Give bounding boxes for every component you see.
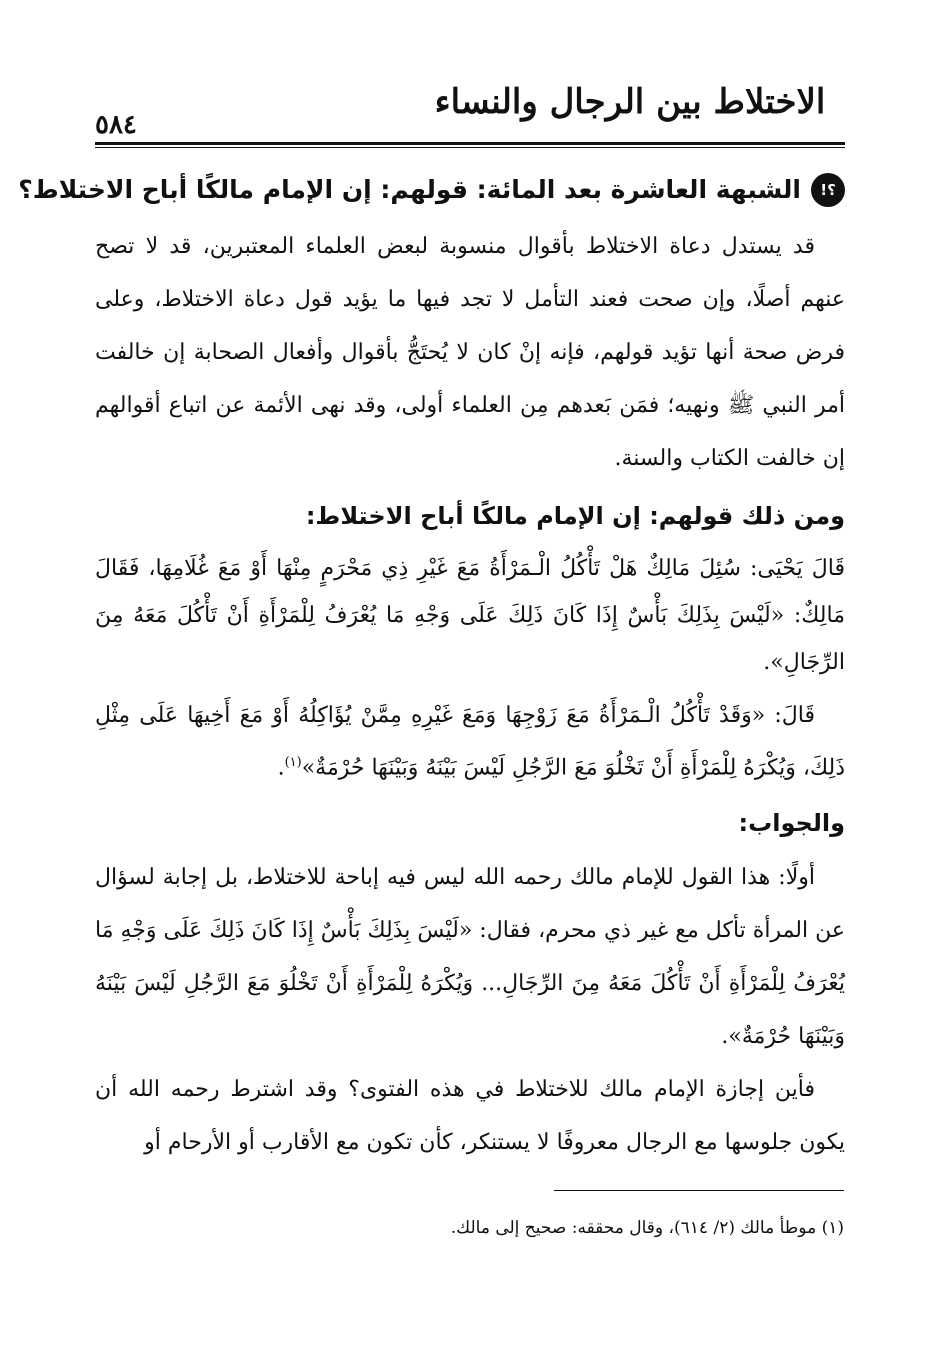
header-rule-thick	[95, 142, 845, 145]
footnote-separator	[554, 1190, 844, 1191]
subheading: ومن ذلك قولهم: إن الإمام مالكًا أباح الاختلاط:	[305, 502, 845, 530]
page-header	[95, 80, 845, 150]
quote-1: قَالَ يَحْيَى: سُئِلَ مَالِكٌ هَلْ تَأْكُلُ الْـمَرْأَةُ مَعَ غَيْرِ ذِي مَحْرَمٍ مِنْهَا أَوْ مَعَ غُلَامِهَا، فَقَالَ مَالِكٌ: «لَيْسَ بِذَلِكَ بَأْسٌ إِذَا كَانَ ذَلِكَ عَلَى وَجْهِ مَا يُعْرَفُ لِلْمَرْأَةِ أَنْ تَأْكُلَ مَعَهُ مِنَ الرِّجَالِ».	[95, 556, 845, 675]
running-title: الاختلاط بين الرجال والنساء	[434, 82, 826, 122]
intro-paragraph: قد يستدل دعاة الاختلاط بأقوال منسوبة لبعض العلماء المعتبرين، قد لا تصح عنهم أصلًا، وإن صحت فعند التأمل لا تجد فيها ما يؤيد قول دعاة الاختلاط، وعلى فرض صحة أنها تؤيد قولهم، فإنه إنْ كان لا يُحتَجُّ بأقوال وأفعال الصحابة إن خالفت أمر النبي ﷺ ونهيه؛ فمَن بَعدهم مِن العلماء أولى، وقد نهى الأئمة عن اتباع أقوالهم إن خالفت الكتاب والسنة.	[95, 234, 845, 471]
footnote: (١) موطأ مالك (٢/ ٦١٤)، وقال محققه: صحيح إلى مالك.	[450, 1218, 844, 1238]
header-rule-thin	[95, 147, 845, 148]
page-number: ٥٨٤	[95, 110, 137, 140]
quote-2-text: قَالَ: «وَقَدْ تَأْكُلُ الْـمَرْأَةُ مَعَ زَوْجِهَا وَمَعَ غَيْرِهِ مِمَّنْ يُؤَاكِلُهُ أَوْ مَعَ أَخِيهَا عَلَى مِثْلِ ذَلِكَ، وَيُكْرَهُ لِلْمَرْأَةِ أَنْ تَخْلُوَ مَعَ الرَّجُلِ لَيْسَ بَيْنَهُ وَبَيْنَهَا حُرْمَةٌ»	[95, 703, 845, 781]
footnote-reference: (١)	[284, 755, 302, 770]
section-heading	[18, 168, 845, 212]
answer-title: والجواب:	[738, 809, 845, 838]
answer-paragraph-2: فأين إجازة الإمام مالك للاختلاط في هذه الفتوى؟ وقد اشترط رحمه الله أن يكون جلوسها مع الرجال معروفًا لا يستنكر، كأن تكون مع الأقارب أو الأرحام أو	[95, 1077, 845, 1156]
section-heading-text: الشبهة العاشرة بعد المائة: قولهم: إن الإمام مالكًا أباح الاختلاط؟	[18, 175, 801, 204]
quote-2: قَالَ: «وَقَدْ تَأْكُلُ الْـمَرْأَةُ مَعَ زَوْجِهَا وَمَعَ غَيْرِهِ مِمَّنْ يُؤَاكِلُهُ أَوْ مَعَ أَخِيهَا عَلَى مِثْلِ ذَلِكَ، وَيُكْرَهُ لِلْمَرْأَةِ أَنْ تَخْلُوَ مَعَ الرَّجُلِ لَيْسَ بَيْنَهُ وَبَيْنَهَا حُرْمَةٌ»$^{(١)}$.	[95, 703, 845, 781]
answer-paragraph-1: أولًا: هذا القول للإمام مالك رحمه الله ليس فيه إباحة للاختلاط، بل إجابة لسؤال عن المرأة تأكل مع غير ذي محرم، فقال: «لَيْسَ بِذَلِكَ بَأْسٌ إِذَا كَانَ ذَلِكَ عَلَى وَجْهِ مَا يُعْرَفُ لِلْمَرْأَةِ أَنْ تَأْكُلَ مَعَهُ مِنَ الرِّجَالِ... وَيُكْرَهُ لِلْمَرْأَةِ أَنْ تَخْلُوَ مَعَ الرَّجُلِ لَيْسَ بَيْنَهُ وَبَيْنَهَا حُرْمَةٌ».	[95, 865, 845, 1050]
exclamation-question-icon: !؟	[811, 173, 845, 207]
main-content	[18, 168, 845, 1169]
